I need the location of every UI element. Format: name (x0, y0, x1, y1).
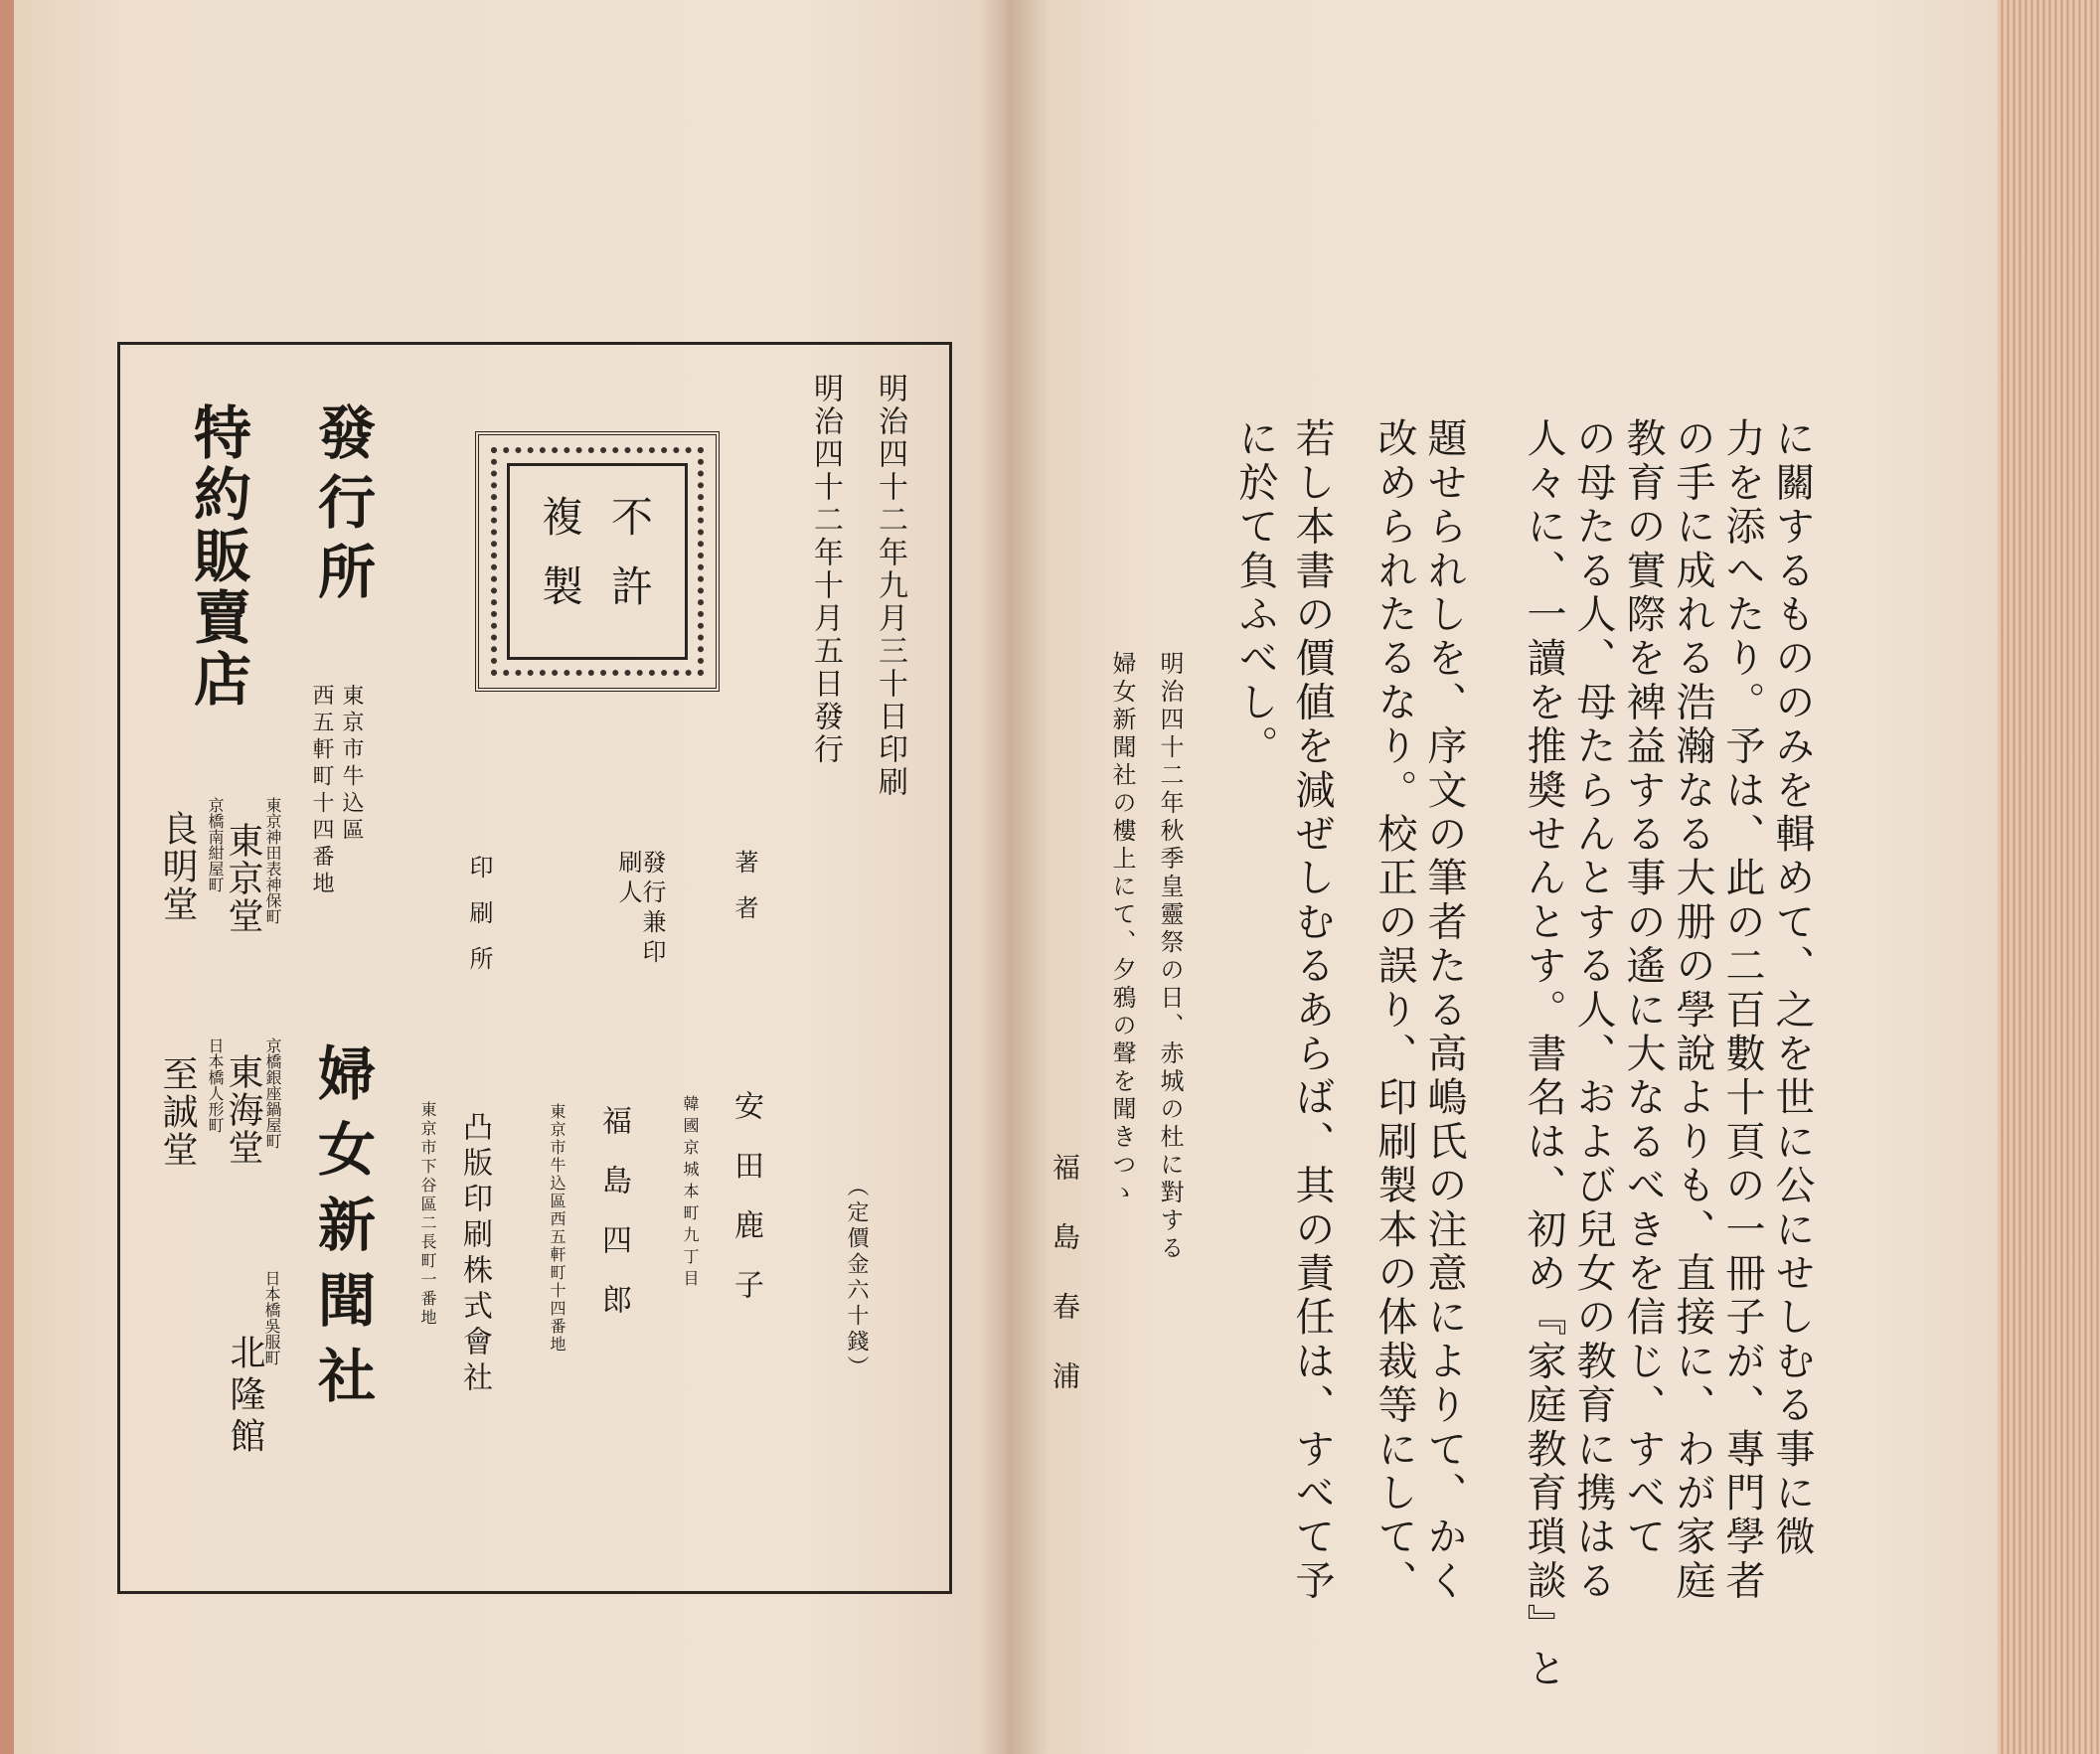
publisher-printer-name: 福島四郎 (596, 1105, 631, 1344)
preface-line: 教育の實際を裨益する事の遙に大なるべきを信じ、すべて (1620, 417, 1666, 1560)
author-address: 韓國京城本町九丁目 (681, 1095, 700, 1292)
store-name: 良明堂 (157, 810, 198, 923)
preface-line: に於て負ふべし。 (1232, 417, 1278, 769)
store-address: 京橋銀座鍋屋町 (263, 1037, 282, 1149)
store-name: 東海堂 (223, 1053, 263, 1167)
price: （定價金六十錢） (844, 1175, 869, 1381)
store-name: 至誠堂 (157, 1055, 198, 1169)
preface-signature: 福島春浦 (1049, 1153, 1081, 1431)
store-name: 北隆館 (225, 1334, 265, 1459)
store-address: 東京神田表神保町 (263, 797, 282, 924)
store-address: 日本橋吳服町 (262, 1270, 281, 1365)
publisher-printer-address: 東京市牛込區西五軒町十四番地 (548, 1103, 566, 1354)
preface-line: 人々に、一讀を推奬せんとす。書名は、初め『家庭教育瑣談』と (1521, 417, 1566, 1691)
preface-line: の手に成れる浩瀚なる大册の學說よりも、直接に、わが家庭 (1670, 417, 1715, 1604)
author-name: 安田鹿子 (728, 1090, 763, 1329)
store-name: 東京堂 (223, 822, 263, 935)
author-label: 著者 (730, 850, 758, 941)
preface-line: 若し本書の價値を減ぜしむるあらば、其の責任は、すべて予 (1289, 417, 1335, 1604)
preface-date-line: 明治四十二年秋季皇靈祭の日、赤城の杜に對する (1156, 651, 1184, 1263)
stamp-text-1: 不許 (605, 495, 654, 634)
publishing-office-label: 發行所 (308, 402, 376, 611)
copyright-stamp (475, 431, 720, 692)
sales-label: 特約販賣店 (184, 402, 251, 711)
printing-office-label: 印刷所 (465, 855, 493, 992)
book-gutter (979, 0, 1049, 1754)
print-date: 明治四十二年九月三十日印刷 (873, 373, 907, 799)
preface-line: 題せられしを、序文の筆者たる高嶋氏の注意によりて、かく (1421, 417, 1467, 1604)
preface-place-line: 婦女新聞社の樓上にて、夕鴉の聲を聞きつゝ (1108, 651, 1136, 1207)
page-edges (1998, 0, 2100, 1754)
publisher-printer-label: 發行兼印刷人 (614, 850, 666, 969)
stamp-text-2: 複製 (536, 495, 584, 634)
publishing-office-name: 婦女新聞社 (308, 1043, 376, 1421)
printing-office-address: 東京市下谷區二長町一番地 (418, 1101, 437, 1328)
preface-line: 力を添へたり。予は、此の二百數十頁の一冊子が、專門學者 (1719, 417, 1765, 1604)
preface-line: に關するもののみを輯めて、之を世に公にせしむる事に微 (1769, 417, 1815, 1560)
printing-office-name: 凸版印刷株式會社 (457, 1111, 492, 1397)
publishing-office-address-2: 西五軒町十四番地 (309, 684, 334, 898)
store-address: 京橋南紺屋町 (206, 797, 225, 892)
issue-date: 明治四十二年十月五日發行 (808, 373, 843, 766)
store-address: 日本橋人形町 (206, 1037, 225, 1133)
preface-line: の母たる人、母たらんとする人、および兒女の教育に携はる (1570, 417, 1616, 1604)
preface-line: 改められたるなり。校正の誤り、印刷製本の体裁等にして、 (1372, 417, 1417, 1604)
publishing-office-address-1: 東京市牛込區 (339, 684, 364, 845)
